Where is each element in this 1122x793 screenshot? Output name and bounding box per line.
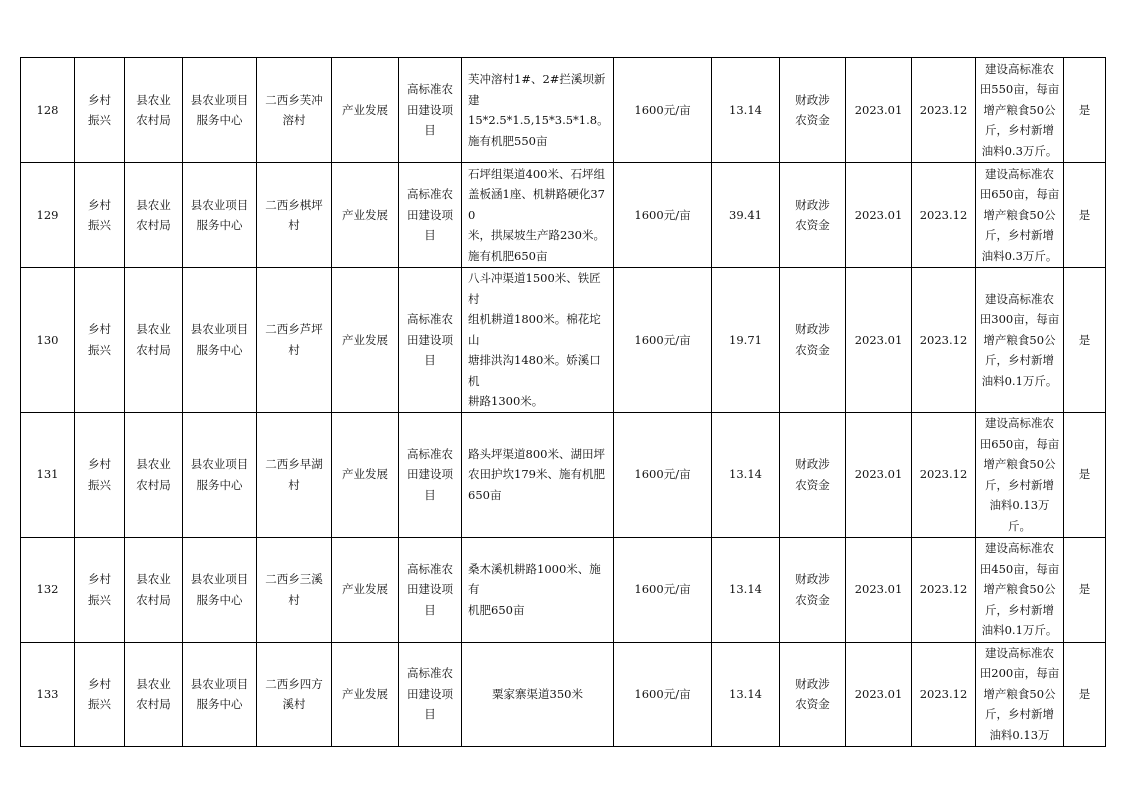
amount-cell: 13.14	[712, 412, 780, 537]
table-row	[21, 537, 1106, 642]
category-cell: 乡村 振兴	[75, 537, 125, 642]
implementer-cell: 县农业项目 服务中心	[183, 163, 257, 268]
location-cell: 二西乡四方 溪村	[257, 642, 332, 746]
fund-source-cell: 财政涉 农资金	[780, 412, 846, 537]
project-name-cell: 高标准农 田建设项 目	[399, 58, 462, 163]
standard-cell: 1600元/亩	[614, 58, 712, 163]
flag-cell: 是	[1064, 412, 1106, 537]
fund-source-cell: 财政涉 农资金	[780, 163, 846, 268]
implementer-cell: 县农业项目 服务中心	[183, 268, 257, 413]
fund-source-cell: 财政涉 农资金	[780, 537, 846, 642]
amount-cell: 39.41	[712, 163, 780, 268]
project-table	[20, 57, 1106, 747]
type-cell: 产业发展	[332, 268, 399, 413]
fund-source-cell: 财政涉 农资金	[780, 642, 846, 746]
department-cell: 县农业 农村局	[125, 412, 183, 537]
row-number-cell: 130	[21, 268, 75, 413]
standard-cell: 1600元/亩	[614, 163, 712, 268]
category-cell: 乡村 振兴	[75, 58, 125, 163]
project-name-cell: 高标准农 田建设项 目	[399, 642, 462, 746]
benefit-cell: 建设高标准农 田650亩，每亩 增产粮食50公 斤，乡村新增 油料0.3万斤。	[976, 163, 1064, 268]
fund-source-cell: 财政涉 农资金	[780, 58, 846, 163]
location-cell: 二西乡芦坪 村	[257, 268, 332, 413]
standard-cell: 1600元/亩	[614, 268, 712, 413]
department-cell: 县农业 农村局	[125, 58, 183, 163]
row-number-cell: 129	[21, 163, 75, 268]
department-cell: 县农业 农村局	[125, 537, 183, 642]
department-cell: 县农业 农村局	[125, 268, 183, 413]
end-date-cell: 2023.12	[912, 537, 976, 642]
end-date-cell: 2023.12	[912, 412, 976, 537]
category-cell: 乡村 振兴	[75, 163, 125, 268]
department-cell: 县农业 农村局	[125, 642, 183, 746]
implementer-cell: 县农业项目 服务中心	[183, 537, 257, 642]
content-cell: 石坪组渠道400米、石坪组 盖板涵1座、机耕路硬化370 米，拱屎坡生产路230米。 施有机肥650亩	[462, 163, 614, 268]
standard-cell: 1600元/亩	[614, 412, 712, 537]
type-cell: 产业发展	[332, 163, 399, 268]
amount-cell: 19.71	[712, 268, 780, 413]
start-date-cell: 2023.01	[846, 537, 912, 642]
end-date-cell: 2023.12	[912, 163, 976, 268]
start-date-cell: 2023.01	[846, 412, 912, 537]
standard-cell: 1600元/亩	[614, 642, 712, 746]
table-row	[21, 58, 1106, 163]
end-date-cell: 2023.12	[912, 268, 976, 413]
row-number-cell: 128	[21, 58, 75, 163]
implementer-cell: 县农业项目 服务中心	[183, 642, 257, 746]
content-cell: 粟家寨渠道350米	[462, 642, 614, 746]
table-row	[21, 642, 1106, 746]
project-name-cell: 高标准农 田建设项 目	[399, 163, 462, 268]
flag-cell: 是	[1064, 58, 1106, 163]
type-cell: 产业发展	[332, 58, 399, 163]
location-cell: 二西乡三溪 村	[257, 537, 332, 642]
table-row	[21, 412, 1106, 537]
type-cell: 产业发展	[332, 642, 399, 746]
end-date-cell: 2023.12	[912, 642, 976, 746]
category-cell: 乡村 振兴	[75, 268, 125, 413]
amount-cell: 13.14	[712, 642, 780, 746]
flag-cell: 是	[1064, 537, 1106, 642]
row-number-cell: 133	[21, 642, 75, 746]
start-date-cell: 2023.01	[846, 642, 912, 746]
project-name-cell: 高标准农 田建设项 目	[399, 268, 462, 413]
table-row	[21, 163, 1106, 268]
content-cell: 芙冲溶村1#、2#拦溪坝新建 15*2.5*1.5,15*3.5*1.8。 施有机肥550亩	[462, 58, 614, 163]
content-cell: 八斗冲渠道1500米、铁匠村 组机耕道1800米。棉花坨山 塘排洪沟1480米。娇溪口机 耕路1300米。	[462, 268, 614, 413]
type-cell: 产业发展	[332, 537, 399, 642]
project-name-cell: 高标准农 田建设项 目	[399, 412, 462, 537]
row-number-cell: 131	[21, 412, 75, 537]
location-cell: 二西乡芙冲 溶村	[257, 58, 332, 163]
department-cell: 县农业 农村局	[125, 163, 183, 268]
flag-cell: 是	[1064, 642, 1106, 746]
flag-cell: 是	[1064, 163, 1106, 268]
standard-cell: 1600元/亩	[614, 537, 712, 642]
benefit-cell: 建设高标准农 田300亩，每亩 增产粮食50公 斤，乡村新增 油料0.1万斤。	[976, 268, 1064, 413]
amount-cell: 13.14	[712, 58, 780, 163]
implementer-cell: 县农业项目 服务中心	[183, 412, 257, 537]
implementer-cell: 县农业项目 服务中心	[183, 58, 257, 163]
location-cell: 二西乡棋坪 村	[257, 163, 332, 268]
amount-cell: 13.14	[712, 537, 780, 642]
end-date-cell: 2023.12	[912, 58, 976, 163]
content-cell: 桑木溪机耕路1000米、施有 机肥650亩	[462, 537, 614, 642]
table-row	[21, 268, 1106, 413]
document-page	[20, 57, 1106, 747]
start-date-cell: 2023.01	[846, 268, 912, 413]
start-date-cell: 2023.01	[846, 58, 912, 163]
type-cell: 产业发展	[332, 412, 399, 537]
row-number-cell: 132	[21, 537, 75, 642]
benefit-cell: 建设高标准农 田200亩，每亩 增产粮食50公 斤，乡村新增 油料0.13万	[976, 642, 1064, 746]
category-cell: 乡村 振兴	[75, 642, 125, 746]
start-date-cell: 2023.01	[846, 163, 912, 268]
fund-source-cell: 财政涉 农资金	[780, 268, 846, 413]
benefit-cell: 建设高标准农 田650亩，每亩 增产粮食50公 斤，乡村新增 油料0.13万 斤。	[976, 412, 1064, 537]
benefit-cell: 建设高标准农 田550亩，每亩 增产粮食50公 斤，乡村新增 油料0.3万斤。	[976, 58, 1064, 163]
category-cell: 乡村 振兴	[75, 412, 125, 537]
project-name-cell: 高标准农 田建设项 目	[399, 537, 462, 642]
location-cell: 二西乡早湖 村	[257, 412, 332, 537]
flag-cell: 是	[1064, 268, 1106, 413]
content-cell: 路头坪渠道800米、湖田坪 农田护坎179米、施有机肥 650亩	[462, 412, 614, 537]
benefit-cell: 建设高标准农 田450亩，每亩 增产粮食50公 斤，乡村新增 油料0.1万斤。	[976, 537, 1064, 642]
